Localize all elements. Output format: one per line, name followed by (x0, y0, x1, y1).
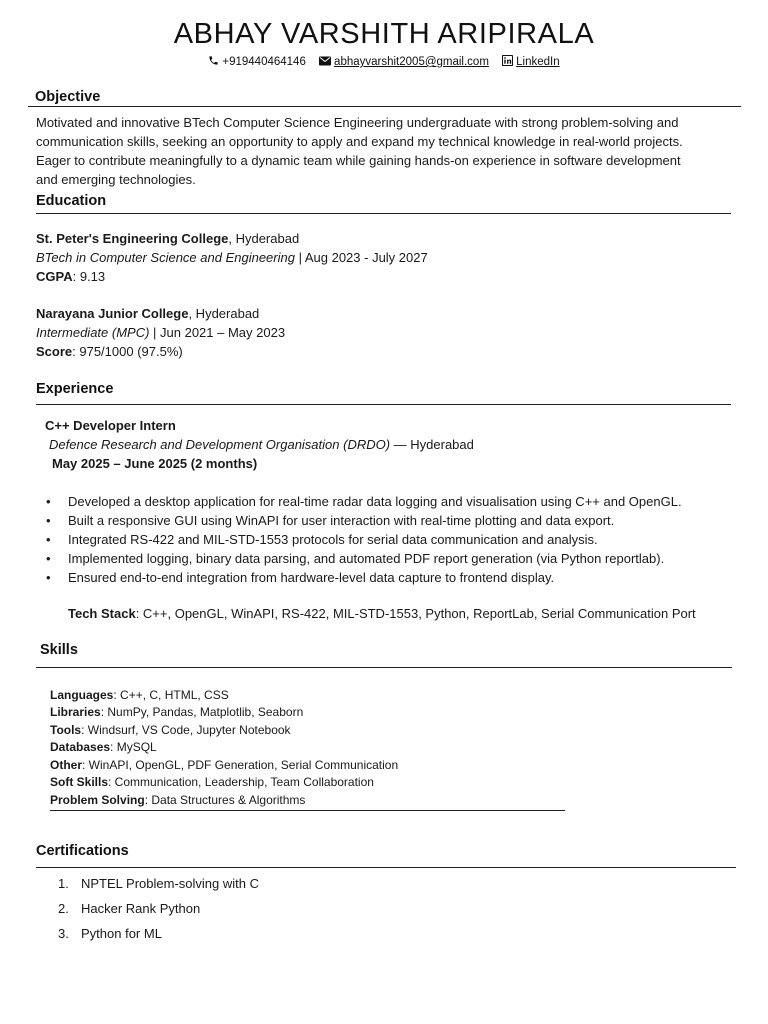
linkedin-link[interactable]: LinkedIn (516, 56, 560, 68)
skill-value: : Data Structures & Algorithms (144, 793, 306, 807)
degree-name: Intermediate (MPC) (36, 325, 150, 340)
skill-row (50, 688, 229, 702)
objective-divider (28, 106, 741, 107)
contact-line (0, 55, 768, 68)
certification-text: Python for ML (81, 926, 162, 941)
list-item: • Ensured end-to-end integration from hardware-level data capture to frontend display. (44, 568, 744, 587)
list-item: • Built a responsive GUI using WinAPI for user interaction with real-time plotting and data export. (44, 511, 744, 530)
objective-line: Eager to contribute meaningfully to a dynamic team while gaining hands-on experience in software development (36, 153, 681, 168)
phone-icon (208, 55, 219, 66)
score-value: : 9.13 (72, 269, 106, 284)
certifications-divider (36, 867, 736, 868)
linkedin-contact[interactable] (502, 55, 559, 68)
score-value: : 975/1000 (97.5%) (72, 344, 183, 359)
objective-line: communication skills, seeking an opportunity to apply and expand my technical knowledge in real-world projects. (36, 134, 683, 149)
phone-number: +919440464146 (222, 56, 306, 68)
objective-line: and emerging technologies. (36, 172, 196, 187)
degree-dates: | Aug 2023 - July 2027 (294, 250, 428, 265)
objective-line: Motivated and innovative BTech Computer Science Engineering undergraduate with strong problem-solving and (36, 115, 679, 130)
skill-row (50, 740, 157, 754)
certification-text: Hacker Rank Python (81, 901, 201, 916)
score-label: CGPA (36, 269, 73, 284)
skill-value: : C++, C, HTML, CSS (113, 688, 229, 702)
skill-value: : WinAPI, OpenGL, PDF Generation, Serial Communication (82, 758, 399, 772)
skill-row (50, 758, 398, 772)
list-item: • Developed a desktop application for real-time radar data logging and visualisation using C++ and OpenGL. (44, 492, 744, 511)
education-heading: Education (36, 193, 107, 209)
skill-label: Libraries (50, 705, 101, 719)
experience-bullets (44, 492, 744, 587)
job-organisation-line (49, 437, 474, 452)
skill-label: Databases (50, 740, 111, 754)
skills-bottom-divider (50, 810, 565, 811)
linkedin-icon (502, 55, 513, 66)
tech-stack-label: Tech Stack (68, 606, 136, 621)
institution-location: , Hyderabad (188, 306, 260, 321)
certifications-heading: Certifications (36, 843, 129, 859)
certification-text: NPTEL Problem-solving with C (81, 876, 259, 891)
job-title: C++ Developer Intern (45, 418, 176, 433)
education-score-line (36, 344, 183, 359)
degree-dates: | Jun 2021 – May 2023 (149, 325, 286, 340)
skill-label: Tools (50, 723, 82, 737)
skill-label: Other (50, 758, 83, 772)
objective-heading: Objective (35, 89, 101, 105)
skills-divider (36, 667, 732, 668)
skill-value: : NumPy, Pandas, Matplotlib, Seaborn (100, 705, 304, 719)
skill-value: : MySQL (110, 740, 157, 754)
certification-item (58, 926, 162, 941)
education-divider (36, 213, 731, 214)
organisation-location: — Hyderabad (390, 437, 474, 452)
certification-number: 2. (58, 901, 69, 916)
tech-stack-value: : C++, OpenGL, WinAPI, RS-422, MIL-STD-1553, Python, ReportLab, Serial Communication Port (135, 606, 696, 621)
institution-name: Narayana Junior College (36, 306, 189, 321)
skill-label: Languages (50, 688, 114, 702)
certification-number: 3. (58, 926, 69, 941)
score-label: Score (36, 344, 73, 359)
skills-heading: Skills (40, 642, 78, 658)
education-degree-line (36, 250, 428, 265)
skill-row (50, 793, 305, 807)
skill-row (50, 723, 291, 737)
education-score-line (36, 269, 105, 284)
skill-label: Soft Skills (50, 775, 109, 789)
certification-item (58, 901, 200, 916)
candidate-name: ABHAY VARSHITH ARIPIRALA (173, 18, 595, 50)
degree-name: BTech in Computer Science and Engineering (36, 250, 295, 265)
experience-divider (36, 404, 731, 405)
list-item: • Implemented logging, binary data parsing, and automated PDF report generation (via Python reportlab). (44, 549, 744, 568)
objective-text (36, 113, 736, 189)
experience-heading: Experience (36, 381, 114, 397)
skill-label: Problem Solving (50, 793, 145, 807)
education-degree-line (36, 325, 285, 340)
email-contact[interactable] (319, 56, 489, 68)
phone-contact (208, 55, 305, 68)
job-dates: May 2025 – June 2025 (2 months) (52, 456, 258, 471)
tech-stack-line (68, 606, 696, 621)
certification-item (58, 876, 259, 891)
education-institution-line (36, 306, 259, 321)
education-institution-line (36, 231, 299, 246)
certification-number: 1. (58, 876, 69, 891)
organisation-name: Defence Research and Development Organisation (DRDO) (49, 437, 391, 452)
skill-value: : Windsurf, VS Code, Jupyter Notebook (81, 723, 291, 737)
institution-location: , Hyderabad (228, 231, 300, 246)
skill-row (50, 705, 303, 719)
envelope-icon (319, 56, 331, 66)
email-link[interactable]: abhayvarshit2005@gmail.com (334, 56, 489, 68)
list-item: • Integrated RS-422 and MIL-STD-1553 protocols for serial data communication and analysis. (44, 530, 744, 549)
skill-value: : Communication, Leadership, Team Collaboration (108, 775, 374, 789)
skill-row (50, 775, 374, 789)
institution-name: St. Peter's Engineering College (36, 231, 229, 246)
